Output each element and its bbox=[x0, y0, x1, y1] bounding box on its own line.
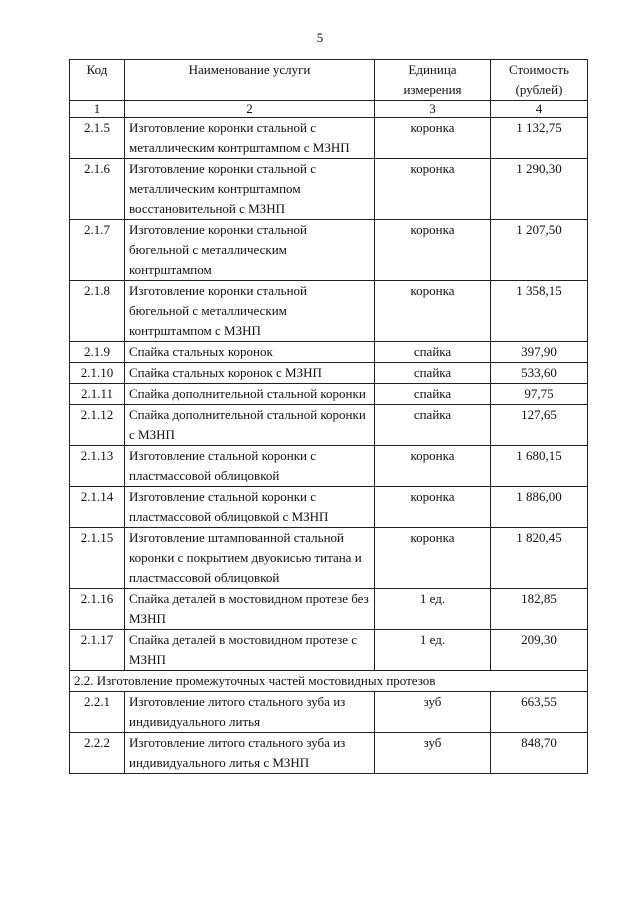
row-service-name: Изготовление коронки стальной бюгельной с металлическим контрштампом с МЗНП bbox=[125, 281, 375, 342]
table-row bbox=[70, 692, 588, 733]
table-row bbox=[70, 446, 588, 487]
row-cost: 1 290,30 bbox=[491, 159, 588, 220]
table-row bbox=[70, 281, 588, 342]
row-unit: зуб bbox=[375, 692, 491, 733]
row-unit: коронка bbox=[375, 487, 491, 528]
table-row bbox=[70, 630, 588, 671]
row-unit: коронка bbox=[375, 118, 491, 159]
table-row bbox=[70, 589, 588, 630]
row-cost: 1 886,00 bbox=[491, 487, 588, 528]
row-cost: 1 358,15 bbox=[491, 281, 588, 342]
table-row bbox=[70, 733, 588, 774]
row-service-name: Изготовление коронки стальной с металлическим контрштампом с МЗНП bbox=[125, 118, 375, 159]
table-body bbox=[70, 118, 588, 774]
row-code: 2.1.7 bbox=[70, 220, 125, 281]
row-cost: 1 680,15 bbox=[491, 446, 588, 487]
row-unit: 1 ед. bbox=[375, 630, 491, 671]
row-cost: 182,85 bbox=[491, 589, 588, 630]
row-service-name: Изготовление литого стального зуба из индивидуального литья с МЗНП bbox=[125, 733, 375, 774]
table-row bbox=[70, 118, 588, 159]
header-service-name: Наименование услуги bbox=[125, 60, 375, 101]
row-code: 2.1.13 bbox=[70, 446, 125, 487]
page-number: 5 bbox=[316, 30, 324, 45]
table-row bbox=[70, 342, 588, 363]
table-row bbox=[70, 159, 588, 220]
row-unit: спайка bbox=[375, 363, 491, 384]
row-service-name: Спайка деталей в мостовидном протезе без МЗНП bbox=[125, 589, 375, 630]
row-code: 2.2.2 bbox=[70, 733, 125, 774]
row-unit: коронка bbox=[375, 159, 491, 220]
row-service-name: Спайка дополнительной стальной коронки bbox=[125, 384, 375, 405]
row-code: 2.1.5 bbox=[70, 118, 125, 159]
row-service-name: Изготовление штампованной стальной коронки с покрытием двуокисью титана и пластмассовой облицовкой bbox=[125, 528, 375, 589]
table-row bbox=[70, 363, 588, 384]
row-unit: коронка bbox=[375, 446, 491, 487]
row-cost: 209,30 bbox=[491, 630, 588, 671]
price-table bbox=[69, 59, 588, 774]
row-service-name: Изготовление коронки стальной бюгельной с металлическим контрштампом bbox=[125, 220, 375, 281]
column-number-row bbox=[70, 101, 588, 118]
row-service-name: Изготовление литого стального зуба из индивидуального литья bbox=[125, 692, 375, 733]
header-cost: Стоимость (рублей) bbox=[491, 60, 588, 101]
row-cost: 848,70 bbox=[491, 733, 588, 774]
row-cost: 127,65 bbox=[491, 405, 588, 446]
row-unit: спайка bbox=[375, 384, 491, 405]
table-row bbox=[70, 384, 588, 405]
table-header-row bbox=[70, 60, 588, 101]
row-service-name: Изготовление стальной коронки с пластмассовой облицовкой bbox=[125, 446, 375, 487]
column-number: 4 bbox=[491, 101, 588, 118]
table-row bbox=[70, 487, 588, 528]
row-code: 2.1.14 bbox=[70, 487, 125, 528]
row-unit: коронка bbox=[375, 528, 491, 589]
row-unit: 1 ед. bbox=[375, 589, 491, 630]
column-number: 2 bbox=[125, 101, 375, 118]
row-service-name: Изготовление коронки стальной с металлическим контрштампом восстановительной с МЗНП bbox=[125, 159, 375, 220]
row-unit: спайка bbox=[375, 342, 491, 363]
row-code: 2.2.1 bbox=[70, 692, 125, 733]
row-service-name: Спайка стальных коронок bbox=[125, 342, 375, 363]
row-cost: 1 820,45 bbox=[491, 528, 588, 589]
column-number: 3 bbox=[375, 101, 491, 118]
row-service-name: Спайка стальных коронок с МЗНП bbox=[125, 363, 375, 384]
row-cost: 1 207,50 bbox=[491, 220, 588, 281]
row-cost: 397,90 bbox=[491, 342, 588, 363]
row-unit: коронка bbox=[375, 220, 491, 281]
row-code: 2.1.16 bbox=[70, 589, 125, 630]
row-unit: спайка bbox=[375, 405, 491, 446]
row-code: 2.1.8 bbox=[70, 281, 125, 342]
row-code: 2.1.11 bbox=[70, 384, 125, 405]
section-title: 2.2. Изготовление промежуточных частей мостовидных протезов bbox=[70, 671, 588, 692]
row-service-name: Изготовление стальной коронки с пластмассовой облицовкой с МЗНП bbox=[125, 487, 375, 528]
row-unit: коронка bbox=[375, 281, 491, 342]
header-code: Код bbox=[70, 60, 125, 101]
row-service-name: Спайка деталей в мостовидном протезе с МЗНП bbox=[125, 630, 375, 671]
header-unit: Единица измерения bbox=[375, 60, 491, 101]
row-unit: зуб bbox=[375, 733, 491, 774]
table-row bbox=[70, 528, 588, 589]
row-cost: 533,60 bbox=[491, 363, 588, 384]
row-cost: 663,55 bbox=[491, 692, 588, 733]
table-row bbox=[70, 220, 588, 281]
row-code: 2.1.15 bbox=[70, 528, 125, 589]
table-row bbox=[70, 405, 588, 446]
row-code: 2.1.6 bbox=[70, 159, 125, 220]
row-code: 2.1.17 bbox=[70, 630, 125, 671]
row-code: 2.1.10 bbox=[70, 363, 125, 384]
row-code: 2.1.12 bbox=[70, 405, 125, 446]
row-cost: 1 132,75 bbox=[491, 118, 588, 159]
row-cost: 97,75 bbox=[491, 384, 588, 405]
section-row bbox=[70, 671, 588, 692]
row-service-name: Спайка дополнительной стальной коронки с МЗНП bbox=[125, 405, 375, 446]
row-code: 2.1.9 bbox=[70, 342, 125, 363]
column-number: 1 bbox=[70, 101, 125, 118]
